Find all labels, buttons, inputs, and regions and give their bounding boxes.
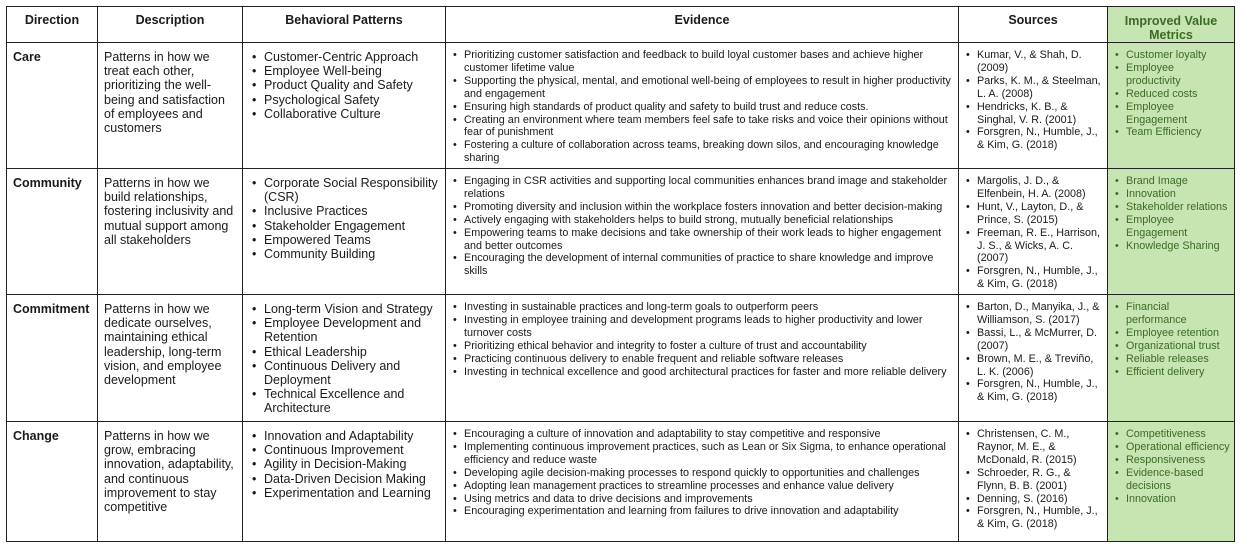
metric-item: • Customer loyalty — [1114, 49, 1230, 62]
evidence-item: • Investing in sustainable practices and long-term goals to outperform peers — [452, 301, 952, 314]
pattern-item: • Psychological Safety — [251, 93, 441, 107]
metric-item: • Innovation — [1114, 188, 1230, 201]
source-list — [959, 422, 1107, 531]
source-item: • Christensen, C. M., Raynor, M. E., & McDonald, R. (2015) — [965, 428, 1101, 467]
metric-item: • Team Efficiency — [1114, 126, 1230, 139]
metric-item: • Knowledge Sharing — [1114, 240, 1230, 253]
metric-item: • Employee Engagement — [1114, 101, 1230, 127]
pattern-list — [243, 169, 445, 261]
pattern-item: • Employee Well-being — [251, 64, 441, 78]
pattern-item: • Innovation and Adaptability — [251, 429, 441, 443]
metric-item: • Reduced costs — [1114, 88, 1230, 101]
evidence-item: • Using metrics and data to drive decisions and improvements — [452, 493, 952, 506]
evidence-item: • Investing in employee training and development programs leads to higher productivity and lower turnover costs — [452, 314, 952, 340]
pattern-item: • Corporate Social Responsibility (CSR) — [251, 176, 441, 204]
pattern-item: • Experimentation and Learning — [251, 486, 441, 500]
evidence-item: • Encouraging a culture of innovation and adaptability to stay competitive and responsive — [452, 428, 952, 441]
direction-cell: Care — [7, 43, 98, 169]
metric-item: • Operational efficiency — [1114, 441, 1230, 454]
value-directions-table — [6, 6, 1235, 542]
metric-item: • Organizational trust — [1114, 340, 1230, 353]
evidence-item: • Adopting lean management practices to streamline processes and enhance value delivery — [452, 480, 952, 493]
sources-cell — [959, 169, 1108, 295]
evidence-item: • Actively engaging with stakeholders helps to build strong, mutually beneficial relationships — [452, 214, 952, 227]
behavioral-patterns-cell — [243, 295, 446, 422]
metric-list — [1108, 169, 1234, 252]
metrics-cell — [1108, 422, 1235, 542]
description-cell: Patterns in how we build relationships, fostering inclusivity and mutual support among all stakeholders — [98, 169, 243, 295]
metric-item: • Competitiveness — [1114, 428, 1230, 441]
behavioral-patterns-cell — [243, 169, 446, 295]
direction-cell: Change — [7, 422, 98, 542]
pattern-item: • Employee Development and Retention — [251, 316, 441, 344]
source-item: • Denning, S. (2016) — [965, 493, 1101, 506]
metric-item: • Evidence-based decisions — [1114, 467, 1230, 493]
metric-item: • Efficient delivery — [1114, 366, 1230, 379]
source-item: • Forsgren, N., Humble, J., & Kim, G. (2018) — [965, 126, 1101, 152]
direction-cell: Community — [7, 169, 98, 295]
metric-list — [1108, 422, 1234, 505]
pattern-item: • Customer-Centric Approach — [251, 50, 441, 64]
source-list — [959, 43, 1107, 152]
metric-item: • Brand Image — [1114, 175, 1230, 188]
pattern-item: • Community Building — [251, 247, 441, 261]
pattern-item: • Continuous Delivery and Deployment — [251, 359, 441, 387]
evidence-item: • Supporting the physical, mental, and emotional well-being of employees to result in higher productivity and engagement — [452, 75, 952, 101]
description-cell: Patterns in how we grow, embracing innovation, adaptability, and continuous improvement to stay competitive — [98, 422, 243, 542]
header-description: Description — [98, 7, 243, 43]
pattern-item: • Ethical Leadership — [251, 345, 441, 359]
sources-cell — [959, 422, 1108, 542]
evidence-item: • Encouraging the development of internal communities of practice to share knowledge and improve skills — [452, 252, 952, 278]
source-list — [959, 169, 1107, 291]
metric-list — [1108, 295, 1234, 378]
pattern-list — [243, 295, 445, 416]
evidence-list — [446, 422, 958, 518]
source-item: • Freeman, R. E., Harrison, J. S., & Wicks, A. C. (2007) — [965, 227, 1101, 266]
pattern-item: • Long-term Vision and Strategy — [251, 302, 441, 316]
metric-item: • Employee productivity — [1114, 62, 1230, 88]
pattern-item: • Collaborative Culture — [251, 107, 441, 121]
sources-cell — [959, 43, 1108, 169]
header-behavioral-patterns: Behavioral Patterns — [243, 7, 446, 43]
evidence-item: • Encouraging experimentation and learning from failures to drive innovation and adaptability — [452, 505, 952, 518]
evidence-item: • Prioritizing customer satisfaction and feedback to build loyal customer bases and achieve higher customer lifetime value — [452, 49, 952, 75]
behavioral-patterns-cell — [243, 422, 446, 542]
evidence-item: • Creating an environment where team members feel safe to take risks and voice their opinions without fear of punishment — [452, 114, 952, 140]
metric-list — [1108, 43, 1234, 139]
pattern-item: • Stakeholder Engagement — [251, 219, 441, 233]
source-item: • Hunt, V., Layton, D., & Prince, S. (2015) — [965, 201, 1101, 227]
evidence-cell — [446, 295, 959, 422]
pattern-list — [243, 43, 445, 121]
table-row — [7, 43, 1235, 169]
metrics-cell — [1108, 295, 1235, 422]
pattern-item: • Technical Excellence and Architecture — [251, 387, 441, 415]
pattern-item: • Empowered Teams — [251, 233, 441, 247]
pattern-item: • Product Quality and Safety — [251, 78, 441, 92]
table-row — [7, 422, 1235, 542]
evidence-cell — [446, 43, 959, 169]
metric-item: • Employee Engagement — [1114, 214, 1230, 240]
metric-item: • Responsiveness — [1114, 454, 1230, 467]
metric-item: • Financial performance — [1114, 301, 1230, 327]
table-row — [7, 169, 1235, 295]
metrics-cell — [1108, 43, 1235, 169]
description-cell: Patterns in how we treat each other, prioritizing the well-being and satisfaction of employees and customers — [98, 43, 243, 169]
evidence-item: • Developing agile decision-making processes to respond quickly to opportunities and challenges — [452, 467, 952, 480]
source-item: • Margolis, J. D., & Elfenbein, H. A. (2008) — [965, 175, 1101, 201]
header-sources: Sources — [959, 7, 1108, 43]
source-item: • Forsgren, N., Humble, J., & Kim, G. (2018) — [965, 265, 1101, 291]
evidence-list — [446, 295, 958, 378]
behavioral-patterns-cell — [243, 43, 446, 169]
source-item: • Kumar, V., & Shah, D. (2009) — [965, 49, 1101, 75]
metric-item: • Reliable releases — [1114, 353, 1230, 366]
evidence-item: • Ensuring high standards of product quality and safety to build trust and reduce costs. — [452, 101, 952, 114]
description-cell: Patterns in how we dedicate ourselves, maintaining ethical leadership, long-term vision, and employee development — [98, 295, 243, 422]
table-row — [7, 295, 1235, 422]
source-item: • Brown, M. E., & Treviño, L. K. (2006) — [965, 353, 1101, 379]
metrics-cell — [1108, 169, 1235, 295]
pattern-item: • Continuous Improvement — [251, 443, 441, 457]
header-direction: Direction — [7, 7, 98, 43]
header-row — [7, 7, 1235, 43]
source-item: • Forsgren, N., Humble, J., & Kim, G. (2018) — [965, 378, 1101, 404]
evidence-list — [446, 169, 958, 278]
source-item: • Hendricks, K. B., & Singhal, V. R. (2001) — [965, 101, 1101, 127]
evidence-item: • Prioritizing ethical behavior and integrity to foster a culture of trust and accountability — [452, 340, 952, 353]
evidence-item: • Empowering teams to make decisions and take ownership of their work leads to higher engagement and better outcomes — [452, 227, 952, 253]
source-item: • Schroeder, R. G., & Flynn, B. B. (2001) — [965, 467, 1101, 493]
source-item: • Forsgren, N., Humble, J., & Kim, G. (2018) — [965, 505, 1101, 531]
evidence-item: • Investing in technical excellence and good architectural practices for faster and more reliable delivery — [452, 366, 952, 379]
evidence-cell — [446, 169, 959, 295]
source-list — [959, 295, 1107, 404]
direction-cell: Commitment — [7, 295, 98, 422]
evidence-item: • Engaging in CSR activities and supporting local communities enhances brand image and stakeholder relations — [452, 175, 952, 201]
source-item: • Bassi, L., & McMurrer, D. (2007) — [965, 327, 1101, 353]
evidence-cell — [446, 422, 959, 542]
evidence-item: • Fostering a culture of collaboration across teams, breaking down silos, and encouraging knowledge sharing — [452, 139, 952, 165]
header-evidence: Evidence — [446, 7, 959, 43]
pattern-item: • Inclusive Practices — [251, 204, 441, 218]
evidence-item: • Promoting diversity and inclusion within the workplace fosters innovation and better decision-making — [452, 201, 952, 214]
metric-item: • Stakeholder relations — [1114, 201, 1230, 214]
evidence-item: • Implementing continuous improvement practices, such as Lean or Six Sigma, to enhance operational efficiency and reduce waste — [452, 441, 952, 467]
metric-item: • Employee retention — [1114, 327, 1230, 340]
metric-item: • Innovation — [1114, 493, 1230, 506]
source-item: • Parks, K. M., & Steelman, L. A. (2008) — [965, 75, 1101, 101]
sources-cell — [959, 295, 1108, 422]
header-improved-value-metrics: Improved Value Metrics — [1108, 7, 1235, 43]
evidence-list — [446, 43, 958, 165]
evidence-item: • Practicing continuous delivery to enable frequent and reliable software releases — [452, 353, 952, 366]
pattern-list — [243, 422, 445, 500]
source-item: • Barton, D., Manyika, J., & Williamson, S. (2017) — [965, 301, 1101, 327]
pattern-item: • Data-Driven Decision Making — [251, 472, 441, 486]
pattern-item: • Agility in Decision-Making — [251, 457, 441, 471]
